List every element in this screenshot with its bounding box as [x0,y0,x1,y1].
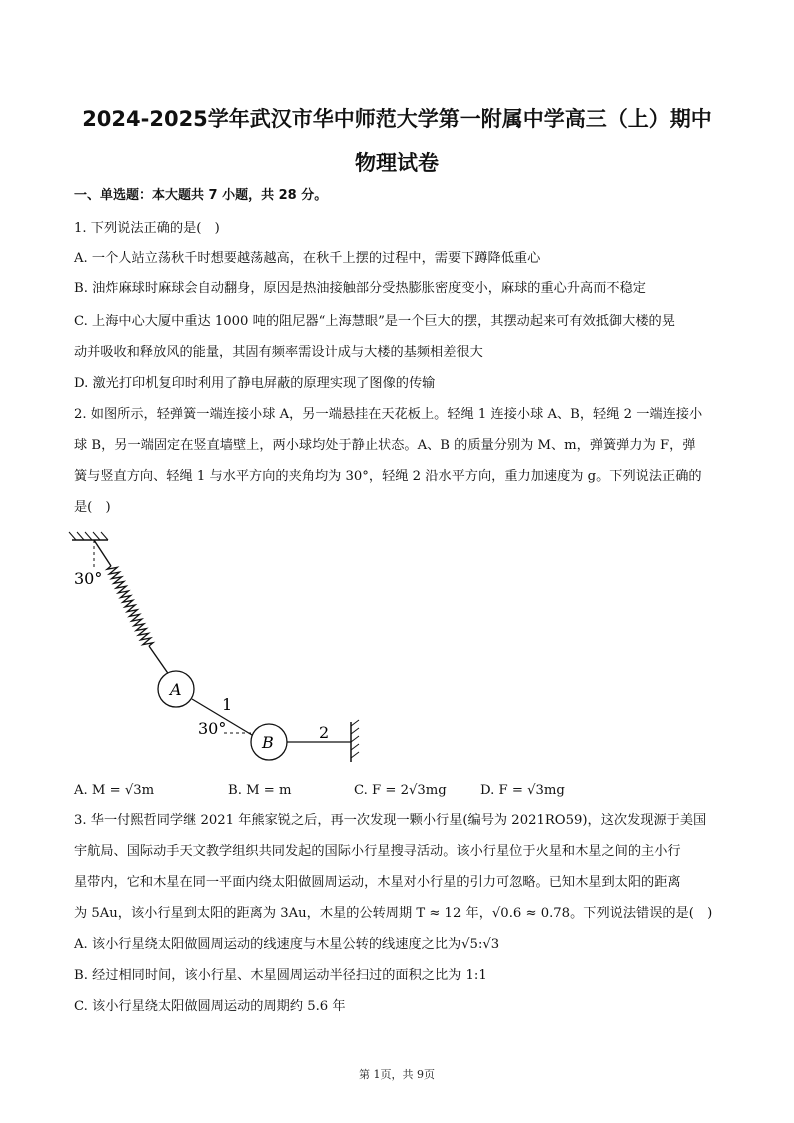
angle-label-bottom: 30° [198,719,227,738]
q2-stem-line4: 是( ) [74,500,111,515]
q2-option-c: C. F = 2√3mg [354,783,447,798]
q2-stem-line3: 簧与竖直方向、轻绳 1 与水平方向的夹角均为 30°，轻绳 2 沿水平方向，重力加速度为 g。下列说法正确的 [74,469,702,484]
q3-stem-line3: 星带内，它和木星在同一平面内绕太阳做圆周运动，木星对小行星的引力可忽略。已知木星到太阳的距离 [74,875,681,890]
q3-stem-line4: 为 5Au，该小行星到太阳的距离为 3Au，木星的公转周期 T ≈ 12 年，√0.6 ≈ 0.78。下列说法错误的是( ) [74,906,713,921]
q3-stem-line2: 宇航局、国际动手天文教学组织共同发起的国际小行星搜寻活动。该小行星位于火星和木星之间的主小行 [74,844,681,859]
q3-stem-line1: 3. 华一付熙哲同学继 2021 年熊家锐之后，再一次发现一颗小行星(编号为 2021RO59)，这次发现源于美国 [74,813,707,828]
rope-2-label: 2 [319,723,330,742]
page-title-line2: 物理试卷 [355,151,439,175]
rope-1-label: 1 [222,695,233,714]
ceiling-support [69,532,108,540]
page-footer: 第 1页，共 9页 [359,1068,435,1081]
angle-label-top: 30° [74,569,103,588]
q2-figure [64,528,374,768]
q1-option-c-line2: 动并吸收和释放风的能量，其固有频率需设计成与大楼的基频相差很大 [74,345,483,360]
q3-option-c: C. 该小行星绕太阳做圆周运动的周期约 5.6 年 [74,999,346,1014]
q2-stem-line1: 2. 如图所示，轻弹簧一端连接小球 A，另一端悬挂在天花板上。轻绳 1 连接小球 A、B，轻绳 2 一端连接小 [74,407,703,422]
ball-a-label: A [170,680,182,699]
q1-option-b: B. 油炸麻球时麻球会自动翻身，原因是热油接触部分受热膨胀密度变小，麻球的重心升高而不稳定 [74,281,646,296]
wall-support [351,720,359,762]
page-title-line1: 2024-2025学年武汉市华中师范大学第一附属中学高三（上）期中 [82,107,712,131]
q1-option-a: A. 一个人站立荡秋千时想要越荡越高，在秋千上摆的过程中，需要下蹲降低重心 [74,251,541,266]
q1-option-d: D. 激光打印机复印时利用了静电屏蔽的原理实现了图像的传输 [74,376,436,391]
q2-stem-line2: 球 B，另一端固定在竖直墙壁上，两小球均处于静止状态。A、B 的质量分别为 M、m，弹簧弹力为 F，弹 [74,438,696,453]
q2-option-a: A. M = √3m [74,783,155,798]
q2-option-d: D. F = √3mg [480,783,565,798]
q3-option-a: A. 该小行星绕太阳做圆周运动的线速度与木星公转的线速度之比为√5:√3 [74,937,500,952]
ball-b-label: B [262,733,274,752]
spring [94,540,174,682]
q1-stem: 1. 下列说法正确的是( ) [74,221,220,236]
section-heading: 一、单选题：本大题共 7 小题，共 28 分。 [74,188,328,203]
q2-option-b: B. M = m [228,783,292,798]
q1-option-c-line1: C. 上海中心大厦中重达 1000 吨的阻尼器“上海慧眼”是一个巨大的摆，其摆动起来可有效抵御大楼的晃 [74,314,675,329]
q3-option-b: B. 经过相同时间，该小行星、木星圆周运动半径扫过的面积之比为 1:1 [74,968,487,983]
